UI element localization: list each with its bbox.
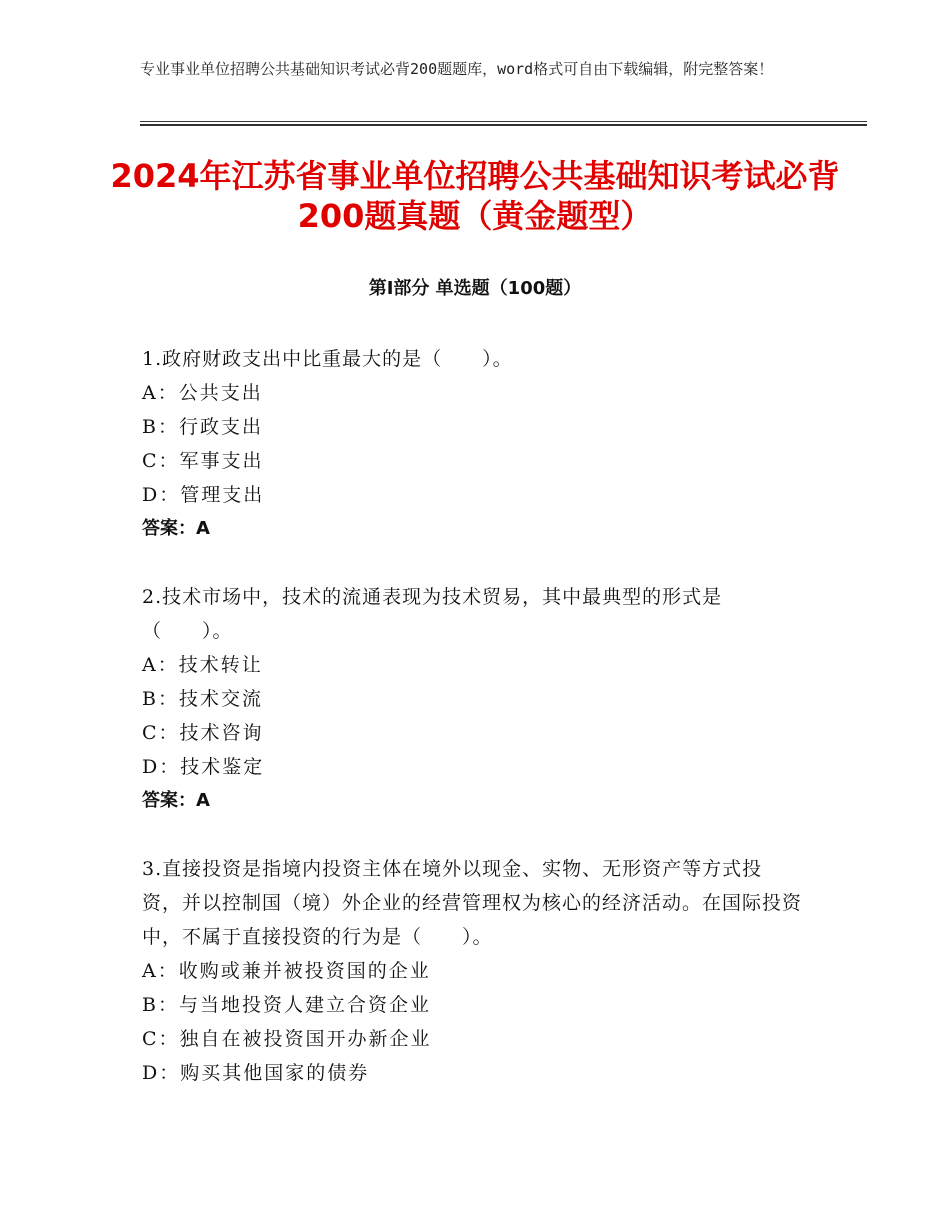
header-divider-thick: [140, 124, 867, 126]
question-stem: 3.直接投资是指境内投资主体在境外以现金、实物、无形资产等方式投资，并以控制国（境）外企业的经营管理权为核心的经济活动。在国际投资中，不属于直接投资的行为是（ ）。: [142, 858, 803, 948]
question-2: [142, 580, 802, 818]
option-c: C：军事支出: [142, 450, 264, 472]
option-d: D：技术鉴定: [142, 756, 265, 778]
document-title: 2024年江苏省事业单位招聘公共基础知识考试必背200题真题（黄金题型）: [110, 157, 840, 235]
option-b: B：行政支出: [142, 416, 263, 438]
section-title: 第Ⅰ部分 单选题（100题）: [368, 278, 582, 299]
option-b: B：技术交流: [142, 688, 263, 710]
option-a: A：公共支出: [142, 382, 263, 404]
option-d: D：管理支出: [142, 484, 265, 506]
option-d: D：购买其他国家的债券: [142, 1062, 370, 1084]
option-a: A：技术转让: [142, 654, 263, 676]
option-b: B：与当地投资人建立合资企业: [142, 994, 431, 1016]
header-divider-thin: [140, 121, 867, 122]
question-list: [142, 342, 802, 1124]
question-1: [142, 342, 802, 546]
answer: 答案：A: [142, 518, 210, 539]
question-stem: 1.政府财政支出中比重最大的是（ ）。: [142, 348, 513, 370]
header-note: 专业事业单位招聘公共基础知识考试必背200题题库，word格式可自由下载编辑，附完整答案！: [140, 60, 774, 78]
answer: 答案：A: [142, 790, 210, 811]
option-a: A：收购或兼并被投资国的企业: [142, 960, 431, 982]
option-c: C：独自在被投资国开办新企业: [142, 1028, 432, 1050]
question-stem: 2.技术市场中，技术的流通表现为技术贸易，其中最典型的形式是（ ）。: [142, 586, 723, 642]
question-3: [142, 852, 802, 1090]
option-c: C：技术咨询: [142, 722, 264, 744]
